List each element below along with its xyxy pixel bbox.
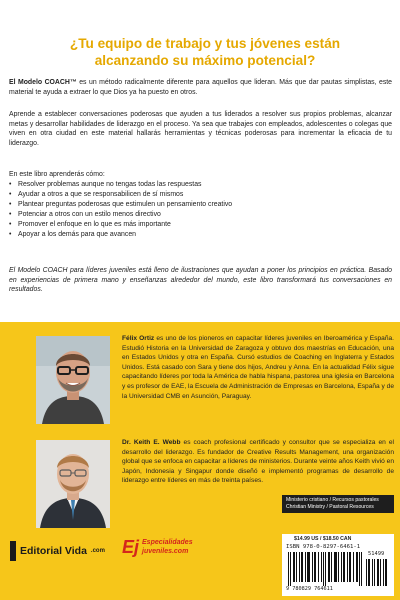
addon-code: 51499 <box>368 551 385 557</box>
price: $14.99 US / $18.50 CAN <box>294 536 352 542</box>
editorial-vida-logo <box>10 539 105 563</box>
author-name: Dr. Keith E. Webb <box>122 439 181 446</box>
description-paragraph: Aprende a establecer conversaciones poderosas que ayuden a tus liderados a resolver sus propios problemas, alcanzar metas y desarrollar habilidades de liderazgo en el proceso. Ya sea que trabajes con empleados, adolescentes o colegas que viven en otra ciudad en este material hallarás herramientas y técnicas poderosas para incrementar la eficacia de tu liderazgo. <box>9 111 392 147</box>
list-item: • Promover el enfoque en lo que es más importante <box>9 220 392 230</box>
isbn: ISBN 978-0-8297-6461-1 <box>286 544 361 550</box>
imprint-line2: juveniles.com <box>142 547 189 555</box>
publisher-suffix: .com <box>90 548 105 554</box>
list-item: • Resolver problemas aunque no tengas todas las respuestas <box>9 180 392 190</box>
author-bio-text: es uno de los pioneros en capacitar líderes juveniles en Iberoamérica y España. Estudió Historia en la Universidad de Zaragoza y obtuvo dos maestrías en Educación, una en Estados Unidos y otra en España. Cursó estudios de Coaching en Inglaterra y Estados Unidos. Está casado con Sara y tiene dos hijos, Andreu y Anna. En la actualidad Félix sigue capacitando líderes por toda la América de habla hispana, pastorea una iglesia en Barcelona y es profesor de EAE, la Escuela de Administración de Empresas en Barcelona, España y de la Universidad CMB en Asunción, Paraguay. <box>122 335 394 400</box>
author-bio-keith <box>122 438 394 486</box>
intro-paragraph <box>9 78 392 97</box>
closing-paragraph: El Modelo COACH para líderes juveniles está lleno de ilustraciones que ayudan a poner los principios en práctica. Basado en experiencias de primera mano y enseñanzas alrededor del mundo, este libro transformará tus conversaciones en resultados. <box>9 267 392 294</box>
list-item: • Apoyar a los demás para que avancen <box>9 230 392 240</box>
especialidades-juveniles-logo <box>122 537 193 558</box>
author-bio-felix <box>122 334 394 401</box>
author-photo-keith <box>36 440 110 528</box>
addon-barcode-icon <box>366 559 388 586</box>
publisher-name: Editorial Vida <box>20 545 87 557</box>
bullets-intro: En este libro aprenderás cómo: <box>9 171 105 178</box>
vida-mark-icon <box>10 541 16 561</box>
author-name: Félix Ortiz <box>122 335 155 342</box>
list-item: • Plantear preguntas poderosas que estimulen un pensamiento creativo <box>9 200 392 210</box>
category-en: Christian Ministry / Pastoral Resources <box>286 504 374 510</box>
model-name: El Modelo COACH™ <box>9 79 77 86</box>
intro-text: es un método radicalmente diferente para aquellos que lideran. Más que dar pautas simplistas, este material te ayuda a extraer lo que Dios ya ha puesto en otros. <box>9 79 393 96</box>
barcode-icon <box>288 552 362 586</box>
learning-list <box>9 180 392 240</box>
barcode-digits: 9 780829 764611 <box>286 586 333 592</box>
list-item: • Ayudar a otros a que se responsabilicen de sí mismos <box>9 190 392 200</box>
list-item: • Potenciar a otros con un estilo menos directivo <box>9 210 392 220</box>
ej-mark: Ej <box>122 537 140 557</box>
category-label <box>282 495 394 513</box>
author-photo-felix <box>36 336 110 424</box>
imprint-name <box>142 539 193 556</box>
headline: ¿Tu equipo de trabajo y tus jóvenes están alcanzando su máximo potencial? <box>69 36 341 68</box>
category-es: Ministerio cristiano / Recursos pastorales <box>286 497 379 503</box>
imprint-line1: Especialidades <box>142 539 193 546</box>
barcode-box <box>282 534 394 596</box>
author-bio-text: es coach profesional certificado y consultor que se especializa en el desarrollo del liderazgo. Es fundador de Creative Results Management, una organización global que se enfoca en capacitar a líderes de ministerios. Durante veinte años Keith vivió en Japón, Indonesia y Singapur donde diseñó e implementó programas de desarrollo de liderazgo entre líderes en más de treinta países. <box>122 439 394 485</box>
